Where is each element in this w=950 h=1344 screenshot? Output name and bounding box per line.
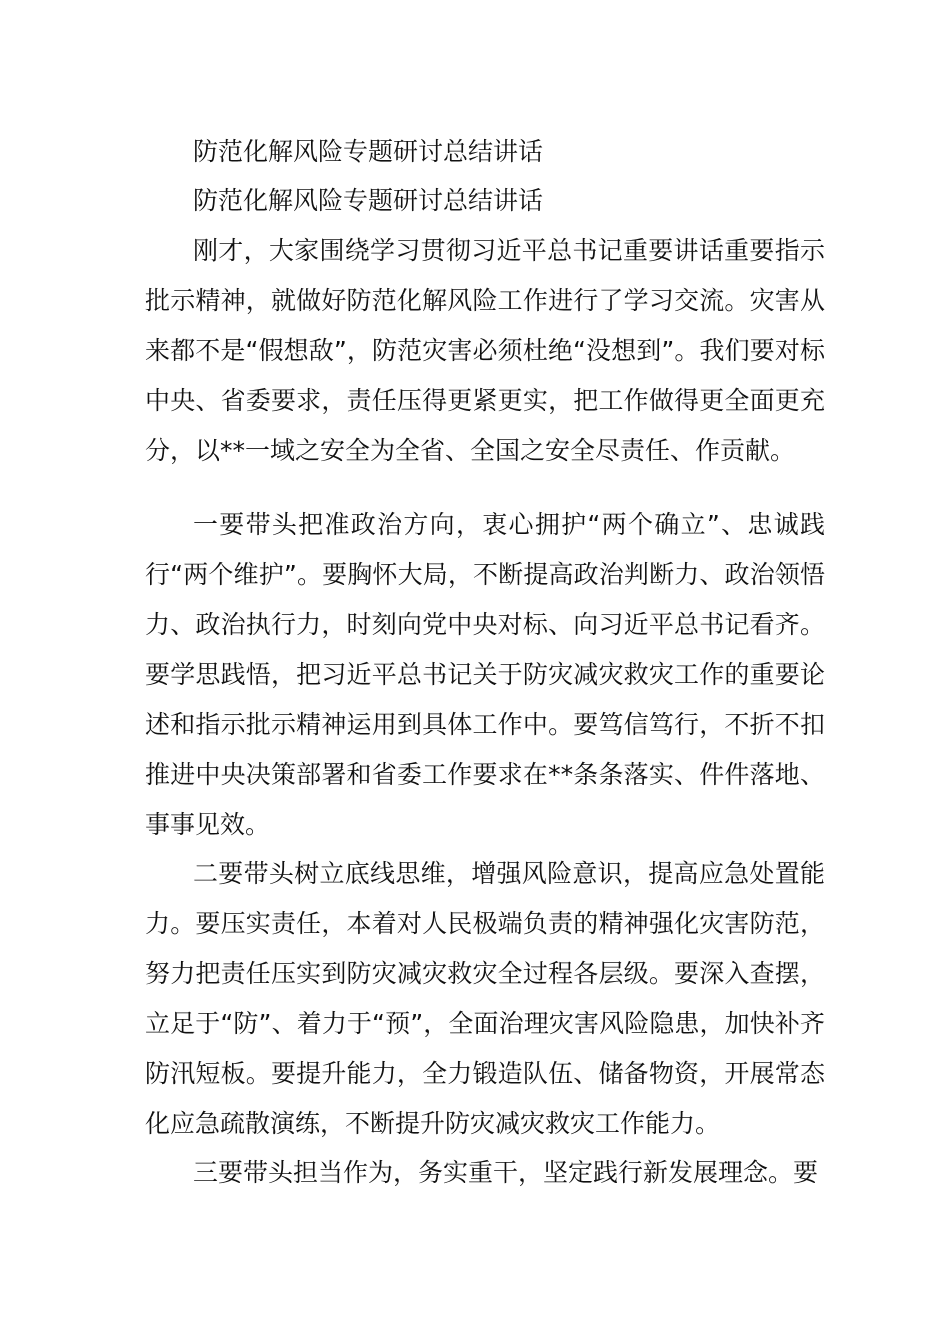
paragraph-point-three: 三要带头担当作为，务实重干，坚定践行新发展理念。要 bbox=[193, 1158, 819, 1187]
paragraph-point-one: 一要带头把准政治方向，衷心拥护“两个确立”、忠诚践行“两个维护”。要胸怀大局，不断提高政治判断力、政治领悟力、政治执行力，时刻向党中央对标、向习近平总书记看齐。要学思践悟，把习近平总书记关于防灾减灾救灾工作的重要论述和指示批示精神运用到具体工作中。要笃信笃行，不折不扣推进中央决策部署和省委工作要求在**条条落实、件件落地、事事见效。 bbox=[145, 510, 825, 839]
document-subtitle: 防范化解风险专题研讨总结讲话 bbox=[193, 186, 544, 215]
paragraph-point-two: 二要带头树立底线思维，增强风险意识，提高应急处置能力。要压实责任，本着对人民极端负责的精神强化灾害防范，努力把责任压实到防灾减灾救灾全过程各层级。要深入查摆，立足于“防”、着力于“预”，全面治理灾害风险隐患，加快补齐防汛短板。要提升能力，全力锻造队伍、储备物资，开展常态化应急疏散演练，不断提升防灾减灾救灾工作能力。 bbox=[145, 859, 825, 1138]
document-title: 防范化解风险专题研讨总结讲话 bbox=[193, 137, 544, 166]
paragraph-intro: 刚才，大家围绕学习贯彻习近平总书记重要讲话重要指示批示精神，就做好防范化解风险工作进行了学习交流。灾害从来都不是“假想敌”，防范灾害必须杜绝“没想到”。我们要对标中央、省委要求，责任压得更紧更实，把工作做得更全面更充分，以**一域之安全为全省、全国之安全尽责任、作贡献。 bbox=[145, 236, 825, 465]
